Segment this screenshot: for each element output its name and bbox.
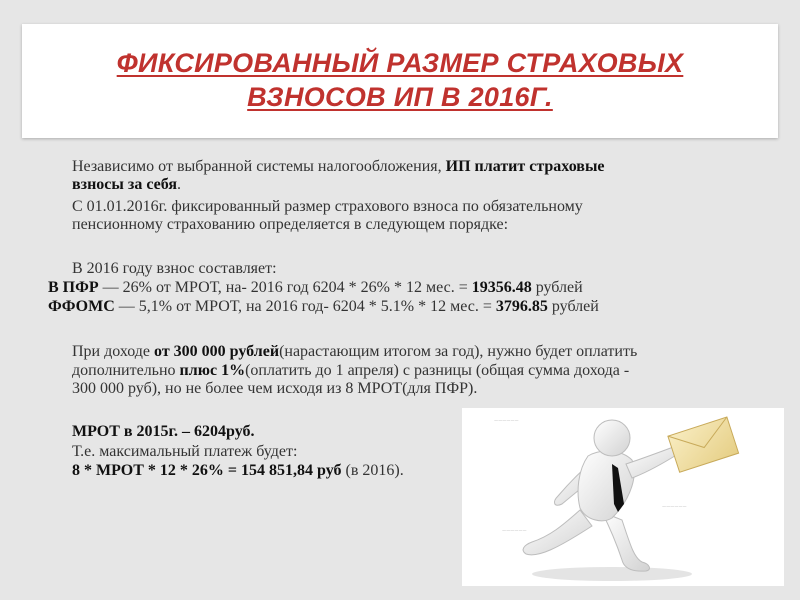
pfr-text: — 26% от МРОТ, на- 2016 год 6204 * 26% * 12 мес. = (98, 279, 472, 296)
para4-line3: 300 000 руб), но не более чем исходя из 8 МРОТ(для ПФР). (72, 380, 478, 397)
ffoms-unit: рублей (547, 298, 599, 315)
para4-line1-a: При доходе (72, 343, 155, 360)
para1-line1-bold: ИП платит страховые (445, 158, 605, 175)
formula-bold: 8 * МРОТ * 12 * 26% = 154 851,84 руб (72, 462, 342, 479)
head (594, 420, 630, 456)
para1-line2 (72, 176, 181, 194)
para4-line2-a: дополнительно (72, 362, 180, 379)
pfr-line (48, 279, 583, 297)
ffoms-label: ФФОМС (48, 298, 115, 315)
slide-title (22, 46, 778, 114)
formula-end: (в 2016). (341, 462, 404, 479)
title-box (22, 24, 778, 138)
para1-line1 (72, 158, 605, 176)
title-line-2: ВЗНОСОВ ИП В 2016Г. (247, 82, 553, 112)
para4-line2-b: (оплатить до 1 апреля) с разницы (общая сумма дохода - (245, 362, 630, 379)
watermark: ~~~~~~ (662, 504, 687, 511)
para4-line2-bold: плюс 1% (179, 362, 246, 379)
para2-line1: С 01.01.2016г. фиксированный размер страхового взноса по обязательному (72, 198, 583, 215)
para3-intro: В 2016 году взнос составляет: (72, 260, 277, 277)
para2-line2: пенсионному страхованию определяется в следующем порядке: (72, 216, 509, 233)
mrot-text: МРОТ в 2015г. – 6204руб. (72, 423, 255, 440)
mrot-line (72, 423, 254, 441)
watermark: ~~~~~~ (494, 418, 519, 425)
front-leg (602, 512, 649, 571)
pfr-label: В ПФР (48, 279, 99, 296)
para4-line1-b: (нарастающим итогом за год), нужно будет оплатить (279, 343, 638, 360)
back-leg (523, 510, 592, 555)
pfr-sum: 19356.48 (471, 279, 532, 296)
envelope (668, 417, 739, 472)
formula-line (72, 462, 404, 480)
running-man-envelope-icon (462, 408, 784, 586)
para1-line1-text: Независимо от выбранной системы налогообложения, (72, 158, 446, 175)
para1-line2-bold: взносы за себя (72, 176, 177, 193)
pfr-unit: рублей (531, 279, 583, 296)
ffoms-sum: 3796.85 (495, 298, 548, 315)
ground-shadow (532, 567, 692, 581)
para4-line1 (72, 343, 637, 361)
para4-line2 (72, 362, 629, 380)
para1-line2-end: . (176, 176, 181, 193)
illustration-svg (462, 408, 784, 586)
title-line-1: ФИКСИРОВАННЫЙ РАЗМЕР СТРАХОВЫХ (116, 48, 684, 78)
ffoms-line (48, 298, 599, 316)
torso (578, 451, 634, 521)
ffoms-text: — 5,1% от МРОТ, на 2016 год- 6204 * 5.1% * 12 мес. = (114, 298, 496, 315)
watermark: ~~~~~~ (502, 528, 527, 535)
max-payment-label: Т.е. максимальный платеж будет: (72, 443, 298, 460)
para4-line1-bold: от 300 000 рублей (154, 343, 280, 360)
